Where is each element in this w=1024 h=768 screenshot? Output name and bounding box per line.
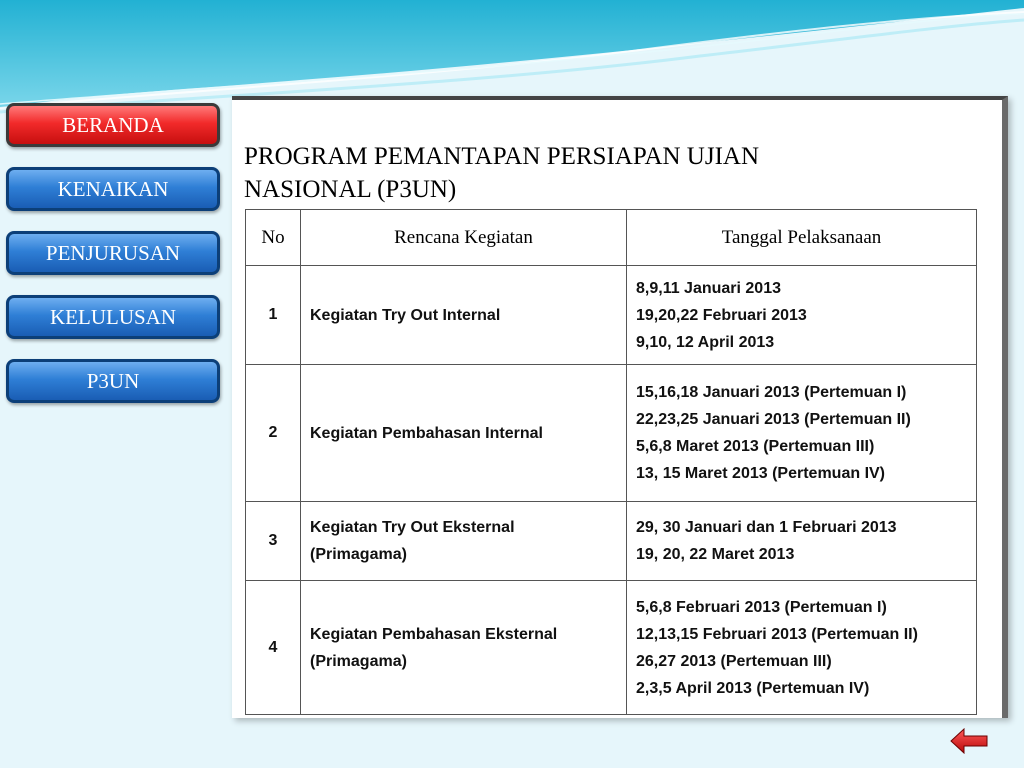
table-row xyxy=(246,502,977,581)
content-panel xyxy=(232,96,1008,718)
page-title-line-1: PROGRAM PEMANTAPAN PERSIAPAN UJIAN xyxy=(244,143,760,170)
header-tanggal-pelaksanaan: Tanggal Pelaksanaan xyxy=(627,210,977,266)
row-tanggal xyxy=(627,581,977,715)
tanggal-line: 19, 20, 22 Maret 2013 xyxy=(636,546,795,563)
nav-button-p3un[interactable]: P3UN xyxy=(6,359,220,403)
tanggal-line: 29, 30 Januari dan 1 Februari 2013 xyxy=(636,519,897,536)
nav-button-kenaikan[interactable]: KENAIKAN xyxy=(6,167,220,211)
row-number: 1 xyxy=(246,266,301,365)
table-row xyxy=(246,266,977,365)
row-kegiatan xyxy=(301,266,627,365)
table-row xyxy=(246,581,977,715)
tanggal-line: 5,6,8 Maret 2013 (Pertemuan III) xyxy=(636,438,875,455)
row-kegiatan xyxy=(301,502,627,581)
kegiatan-line: Kegiatan Pembahasan Internal xyxy=(310,424,543,442)
row-kegiatan xyxy=(301,581,627,715)
schedule-table xyxy=(245,209,977,715)
table-header-row xyxy=(246,210,977,266)
row-number: 3 xyxy=(246,502,301,581)
header-rencana-kegiatan: Rencana Kegiatan xyxy=(301,210,627,266)
kegiatan-line: Kegiatan Try Out Internal xyxy=(310,306,501,324)
row-tanggal xyxy=(627,365,977,502)
tanggal-line: 2,3,5 April 2013 (Pertemuan IV) xyxy=(636,679,870,697)
nav-button-kelulusan[interactable]: KELULUSAN xyxy=(6,295,220,339)
page-title xyxy=(244,140,884,206)
tanggal-line: 15,16,18 Januari 2013 (Pertemuan I) xyxy=(636,384,907,401)
nav-button-beranda[interactable]: BERANDA xyxy=(6,103,220,147)
row-tanggal xyxy=(627,502,977,581)
tanggal-line: 12,13,15 Februari 2013 (Pertemuan II) xyxy=(636,625,918,643)
kegiatan-line: Kegiatan Pembahasan Eksternal xyxy=(310,625,558,643)
row-number: 4 xyxy=(246,581,301,715)
tanggal-line: 22,23,25 Januari 2013 (Pertemuan II) xyxy=(636,411,911,428)
tanggal-line: 13, 15 Maret 2013 (Pertemuan IV) xyxy=(636,465,886,482)
row-number: 2 xyxy=(246,365,301,502)
row-tanggal xyxy=(627,266,977,365)
tanggal-line: 26,27 2013 (Pertemuan III) xyxy=(636,652,832,670)
header-no: No xyxy=(246,210,301,266)
tanggal-line: 5,6,8 Februari 2013 (Pertemuan I) xyxy=(636,598,887,616)
table-row xyxy=(246,365,977,502)
sidebar-nav xyxy=(6,103,226,423)
kegiatan-line: (Primagama) xyxy=(310,652,407,670)
tanggal-line: 19,20,22 Februari 2013 xyxy=(636,306,807,324)
kegiatan-line: (Primagama) xyxy=(310,546,407,563)
nav-button-penjurusan[interactable]: PENJURUSAN xyxy=(6,231,220,275)
tanggal-line: 8,9,11 Januari 2013 xyxy=(636,279,781,297)
kegiatan-line: Kegiatan Try Out Eksternal xyxy=(310,519,515,536)
back-arrow-icon[interactable] xyxy=(950,728,988,754)
page-title-line-2: NASIONAL (P3UN) xyxy=(244,176,457,203)
row-kegiatan xyxy=(301,365,627,502)
tanggal-line: 9,10, 12 April 2013 xyxy=(636,333,775,351)
